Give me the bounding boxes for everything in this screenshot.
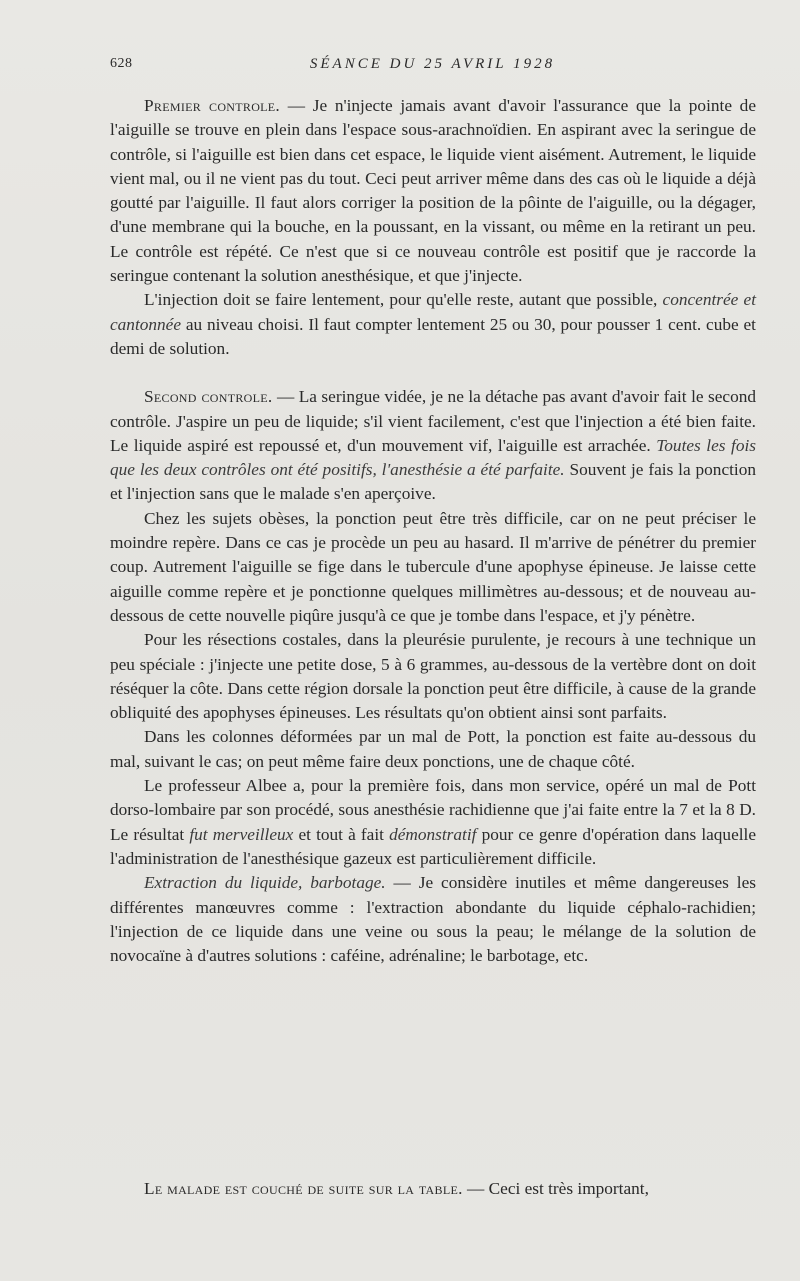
paragraph-colonnes: [110, 725, 756, 774]
premier-controle-text: — Je n'injecte jamais avant d'avoir l'assurance que la pointe de l'aiguille se trouve en plein dans l'espace sous-arachnoïdien. En aspirant avec la seringue de contrôle, si l'aiguille est bien dans cet espace, le liquide vient aisément. Autrement, le liquide vient mal, ou il ne vient pas du tout. Ceci peut arriver même dans des cas où le liquide a déjà goutté par l'aiguille. Il faut alors corriger la position de la pôinte de l'aiguille, ou la dégager, d'une membrane qui la bouche, en la poussant, en la vissant, ou même en la retirant un peu. Le contrôle est répété. Ce n'est que si ce nouveau contrôle est positif que je raccorde la seringue contenant la solution anesthésique, et que j'injecte.: [110, 96, 756, 286]
paragraph-malade: [110, 1177, 756, 1201]
running-title: SÉANCE DU 25 AVRIL 1928: [309, 56, 556, 72]
albee-text-after: pour ce genre d'opération dans laquelle l'administration de l'anesthésique gazeux est particulièrement difficile.: [110, 824, 757, 868]
colonnes-text: Dans les colonnes déformées par un mal de Pott, la ponction est faite au-dessous du mal, suivant le cas; on peut même faire deux ponctions, une de chaque côté.: [110, 727, 756, 771]
page-number: 628: [110, 56, 133, 71]
injection-text-before: L'injection doit se faire lentement, pour qu'elle reste, autant que possible,: [144, 290, 663, 310]
paragraph-resections: [110, 628, 756, 725]
obeses-text: Chez les sujets obèses, la ponction peut être très difficile, car on ne peut préciser le moindre repère. Dans ce cas je procède un peu au hasard. Il m'arrive de pénétrer du premier coup. Autrement l'aiguille se fige dans le tubercule d'une apophyse épineuse. Je laisse cette aiguille comme repère et je ponctionne quelques millimètres au-dessous; et de nouveau au-dessous de cette nouvelle piqûre jusqu'à ce que je tombe dans l'espace, et j'y pénètre.: [110, 508, 756, 625]
albee-italic-demonstratif: démonstratif: [389, 824, 477, 844]
page-header: [110, 56, 755, 80]
paragraph-extraction: [110, 871, 756, 968]
injection-text-after: au niveau choisi. Il faut compter lentement 25 ou 30, pour pousser 1 cent. cube et demi de solution.: [110, 314, 756, 358]
paragraph-injection: [110, 288, 756, 361]
paragraph-premier-controle: [110, 94, 756, 288]
second-controle-italic: Toutes les fois que les deux contrôles ont été positifs, l'anesthésie a été parfaite.: [110, 435, 757, 480]
extraction-heading: Extraction du liquide, barbotage.: [144, 873, 386, 893]
second-controle-text: — La seringue vidée, je ne la détache pas avant d'avoir fait le second contrôle. J'aspire un peu de liquide; s'il vient facilement, c'est que l'injection a été bien faite. Le liquide aspiré est repoussé et, d'un mouvement vif, l'aiguille est arrachée.: [110, 387, 756, 455]
resections-text: Pour les résections costales, dans la pleurésie purulente, je recours à une technique un peu spéciale : j'injecte une petite dose, 5 à 6 grammes, au-dessous de la vertèbre dont on doit réséquer la côte. Dans cette région dorsale la ponction peut être difficile, à cause de la grande obliquité des apophyses épineuses. Les résultats qu'on obtient ainsi sont parfaits.: [110, 630, 756, 723]
heading-malade: Le malade est couché de suite sur la table.: [144, 1179, 463, 1198]
body-text: [110, 94, 756, 968]
albee-italic-merveilleux: fut merveilleux: [189, 824, 294, 844]
second-controle-text-after: Souvent je fais la ponction et l'injection sans que le malade s'en aperçoive.: [110, 460, 756, 504]
extraction-text: — Je considère inutiles et même dangereuses les différentes manœuvres comme : l'extraction abondante du liquide céphalo-rachidien; l'injection de ce liquide dans une veine ou sous la peau; le mélange de la solution de novocaïne à d'autres solutions : caféine, adrénaline; le barbotage, etc.: [110, 873, 756, 966]
albee-text-middle: et tout à fait: [293, 824, 390, 844]
paragraph-albee: [110, 774, 756, 871]
injection-italic: concentrée et cantonnée: [110, 290, 756, 334]
heading-second-controle: Second controle.: [144, 387, 273, 407]
paragraph-second-controle: [110, 385, 756, 506]
albee-text-before: Le professeur Albee a, pour la première fois, dans mon service, opéré un mal de Pott dorso-lombaire par son procédé, sous anesthésie rachidienne que j'ai faite entre la 7 et la 8 D. Le résultat: [110, 776, 756, 844]
malade-text: — Ceci est très important,: [462, 1179, 649, 1198]
heading-premier-controle: Premier controle.: [144, 96, 281, 115]
paragraph-obeses: [110, 507, 756, 628]
